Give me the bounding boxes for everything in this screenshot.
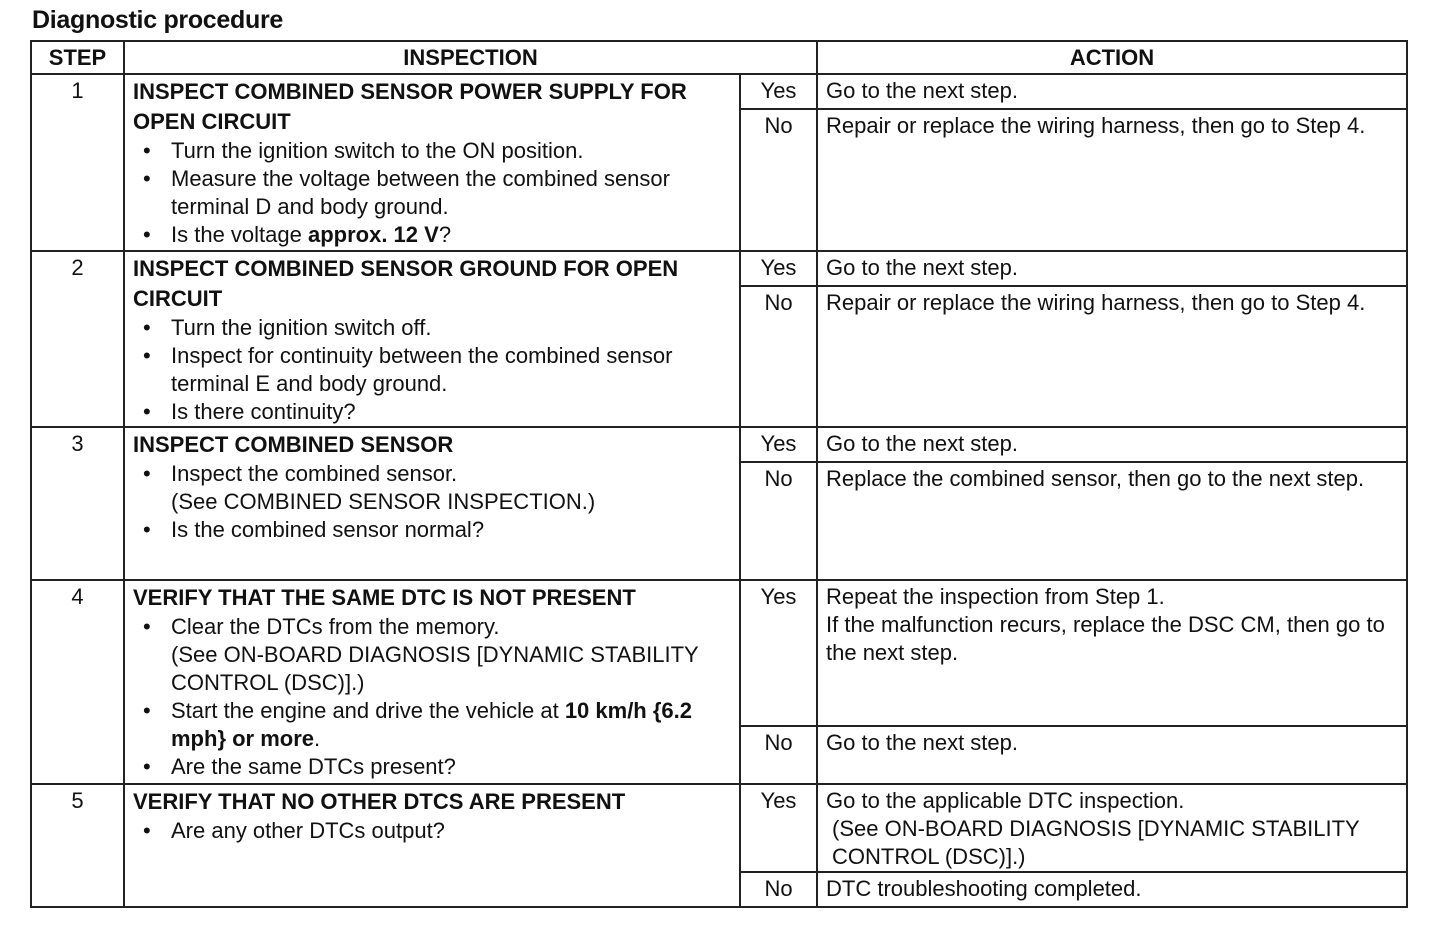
inspection-cell bbox=[124, 784, 740, 907]
yes-label: Yes bbox=[740, 784, 817, 872]
yes-action-line: Repeat the inspection from Step 1. bbox=[826, 584, 1165, 609]
inspection-bullet: • Turn the ignition switch off. bbox=[133, 314, 733, 342]
header-action: ACTION bbox=[817, 41, 1407, 74]
inspection-heading: VERIFY THAT NO OTHER DTCS ARE PRESENT bbox=[133, 789, 626, 814]
yes-label: Yes bbox=[740, 251, 817, 286]
inspection-bullet: • Measure the voltage between the combined sensor terminal D and body ground. bbox=[133, 165, 733, 221]
table-row bbox=[31, 251, 1407, 286]
no-action: DTC troubleshooting completed. bbox=[817, 872, 1407, 907]
inspection-cell bbox=[124, 251, 740, 427]
inspection-heading: INSPECT COMBINED SENSOR GROUND FOR OPEN CIRCUIT bbox=[133, 256, 679, 311]
inspection-bullet: • Is there continuity? bbox=[133, 398, 733, 426]
table-row bbox=[31, 427, 1407, 462]
inspection-bullet: • Are the same DTCs present? bbox=[133, 753, 733, 781]
step-number: 1 bbox=[31, 74, 124, 251]
no-label: No bbox=[740, 462, 817, 580]
inspection-bullet bbox=[133, 221, 733, 249]
bullet-end: . bbox=[314, 726, 321, 751]
no-action: Replace the combined sensor, then go to the next step. bbox=[817, 462, 1407, 580]
no-label: No bbox=[740, 286, 817, 427]
inspection-bullet: • Clear the DTCs from the memory. bbox=[133, 613, 733, 641]
yes-action-line: If the malfunction recurs, replace the DSC CM, then go to the next step. bbox=[826, 612, 1385, 665]
inspection-bullet: • Inspect for continuity between the combined sensor terminal E and body ground. bbox=[133, 342, 733, 398]
yes-action: Go to the next step. bbox=[817, 427, 1407, 462]
yes-action: Go to the next step. bbox=[817, 74, 1407, 109]
inspection-bullet bbox=[133, 697, 733, 753]
table-row bbox=[31, 74, 1407, 109]
no-action: Repair or replace the wiring harness, then go to Step 4. bbox=[817, 109, 1407, 251]
no-label: No bbox=[740, 872, 817, 907]
no-label: No bbox=[740, 109, 817, 251]
yes-label: Yes bbox=[740, 580, 817, 726]
step-number: 4 bbox=[31, 580, 124, 784]
inspection-heading: INSPECT COMBINED SENSOR bbox=[133, 432, 454, 457]
inspection-bullet: • Inspect the combined sensor. bbox=[133, 460, 733, 488]
table-header-row bbox=[31, 41, 1407, 74]
inspection-reference: (See COMBINED SENSOR INSPECTION.) bbox=[171, 489, 596, 514]
table-row bbox=[31, 580, 1407, 726]
step-number: 3 bbox=[31, 427, 124, 580]
no-action: Repair or replace the wiring harness, then go to Step 4. bbox=[817, 286, 1407, 427]
step-number: 5 bbox=[31, 784, 124, 907]
inspection-cell bbox=[124, 427, 740, 580]
bullet-bold-text: approx. 12 V bbox=[307, 222, 439, 247]
yes-action-line: (See ON-BOARD DIAGNOSIS [DYNAMIC STABILITY CONTROL (DSC)].) bbox=[832, 816, 1360, 869]
inspection-cell bbox=[124, 74, 740, 251]
inspection-bullet: • Is the combined sensor normal? bbox=[133, 516, 733, 544]
bullet-bold-text: 10 km/h {6.2 mph} or more bbox=[171, 698, 692, 751]
yes-action-line: Go to the applicable DTC inspection. bbox=[826, 788, 1185, 813]
yes-action: Go to the next step. bbox=[817, 251, 1407, 286]
bullet-text: Is the voltage bbox=[171, 222, 308, 247]
inspection-heading: INSPECT COMBINED SENSOR POWER SUPPLY FOR OPEN CIRCUIT bbox=[133, 79, 687, 134]
inspection-heading: VERIFY THAT THE SAME DTC IS NOT PRESENT bbox=[133, 585, 636, 610]
yes-action bbox=[817, 784, 1407, 872]
no-action: Go to the next step. bbox=[817, 726, 1407, 784]
header-inspection: INSPECTION bbox=[124, 41, 817, 74]
step-number: 2 bbox=[31, 251, 124, 427]
no-label: No bbox=[740, 726, 817, 784]
page-title: Diagnostic procedure bbox=[32, 6, 283, 34]
yes-label: Yes bbox=[740, 74, 817, 109]
header-step: STEP bbox=[31, 41, 124, 74]
inspection-bullet: • Are any other DTCs output? bbox=[133, 817, 733, 845]
inspection-cell bbox=[124, 580, 740, 784]
inspection-reference: (See ON-BOARD DIAGNOSIS [DYNAMIC STABILITY CONTROL (DSC)].) bbox=[171, 642, 699, 695]
inspection-bullet: • Turn the ignition switch to the ON position. bbox=[133, 137, 733, 165]
table-row bbox=[31, 784, 1407, 872]
yes-label: Yes bbox=[740, 427, 817, 462]
bullet-end: ? bbox=[438, 222, 452, 247]
bullet-text: Start the engine and drive the vehicle at bbox=[171, 698, 565, 723]
yes-action bbox=[817, 580, 1407, 726]
diagnostic-table bbox=[30, 40, 1408, 908]
